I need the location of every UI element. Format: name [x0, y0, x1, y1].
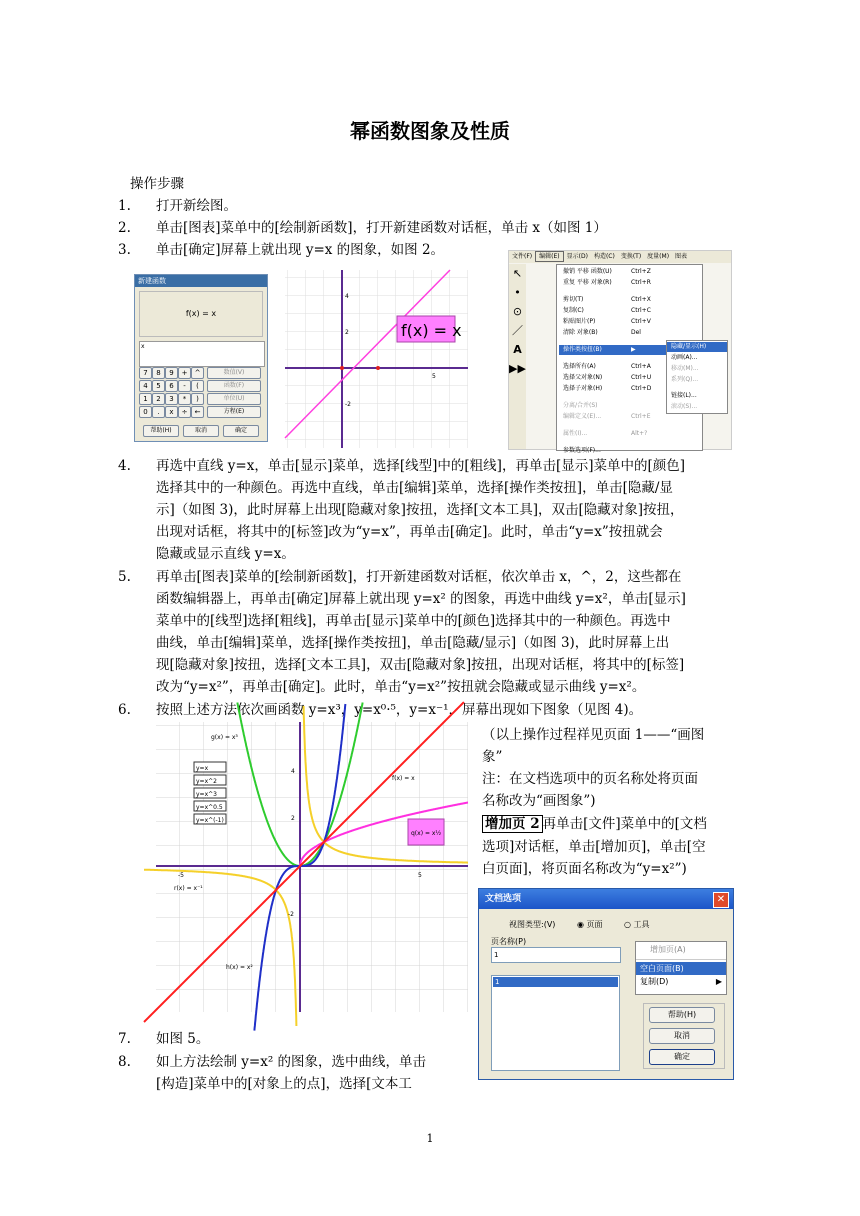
edit-menu-screenshot: [508, 250, 732, 454]
key-button[interactable]: -: [178, 380, 191, 392]
key-button[interactable]: 9: [165, 367, 178, 379]
step-number: 3.: [118, 242, 131, 258]
step-text: 出现对话框，将其中的[标签]改为“y=x”，再单击[确定]。此时，单击“y=x”按扭就会: [156, 524, 663, 540]
menu-item-shortcut: Ctrl+D: [631, 385, 652, 392]
step-text: 隐藏或显示直线 y=x。: [156, 546, 295, 562]
menu-item-label: 选择所有(A): [563, 363, 596, 370]
step-number: 1.: [118, 198, 131, 214]
step-text: 如上方法绘制 y=x² 的图象，选中曲线，单击: [156, 1054, 427, 1070]
menu-item-label: 编辑定义(E)...: [563, 413, 602, 420]
page-title: 幂函数图象及性质: [350, 119, 510, 143]
menu-item-shortcut: Ctrl+X: [631, 296, 651, 303]
submenu-item[interactable]: 链接(L)...: [671, 392, 697, 399]
menu-item[interactable]: [559, 267, 698, 277]
step-number: 7.: [118, 1031, 131, 1047]
point-tool-icon[interactable]: •: [514, 286, 521, 299]
key-button[interactable]: 2: [152, 393, 165, 405]
toggle-button-label: y=x^2: [196, 778, 217, 785]
key-button[interactable]: x: [165, 406, 178, 418]
step-text: 曲线，单击[编辑]菜单，选择[操作类按扭]，单击[隐藏/显示]（如图 3)，此时屏幕上出: [156, 635, 670, 651]
menu-bar: [509, 251, 731, 263]
cancel-button[interactable]: 取消: [649, 1028, 715, 1044]
submenu-item[interactable]: 滚动(S)...: [671, 403, 698, 410]
toolbox: [509, 264, 526, 449]
line-tool-icon[interactable]: ／: [512, 324, 523, 337]
blank-page-item[interactable]: 空白页面(B): [636, 962, 726, 975]
key-button[interactable]: 4: [139, 380, 152, 392]
step-text: 现[隐藏对象]按扭，选择[文本工具]，双击[隐藏对象]按扭，出现对话框，将其中的[标签]: [156, 657, 685, 673]
menu-item-label: 复制(C): [563, 307, 584, 314]
step-text: 函数编辑器上，再单击[确定]屏幕上就出现 y=x² 的图象，再选中曲线 y=x²，单击[显示]: [156, 591, 686, 607]
step-number: 6.: [118, 702, 131, 718]
radio-page[interactable]: ◉ 页面: [577, 920, 603, 929]
dialog-title: 新建函数: [135, 275, 267, 287]
radio-page-label: 页面: [586, 920, 603, 929]
menu-item[interactable]: [559, 328, 698, 338]
note-line: 选项]对话框，单击[增加页]，单击[空: [482, 839, 706, 855]
view-type-label: 视图类型:(V): [509, 920, 556, 929]
key-button[interactable]: 7: [139, 367, 152, 379]
key-button[interactable]: ÷: [178, 406, 191, 418]
note-line: 名称改为“画图象”): [482, 793, 596, 809]
menu-item-shortcut: Ctrl+V: [631, 318, 651, 325]
action-button-submenu: [666, 340, 728, 414]
menu-item-shortcut: Del: [631, 329, 641, 336]
keypad: [139, 367, 265, 419]
side-key-button[interactable]: 函数(F): [207, 380, 261, 392]
step-text: 打开新绘图。: [156, 198, 237, 214]
function-input[interactable]: x: [139, 341, 265, 367]
tick-y: -2: [345, 401, 351, 408]
note-line: 象”: [482, 749, 503, 765]
submenu-arrow-icon: ▶: [715, 977, 722, 986]
key-button[interactable]: *: [178, 393, 191, 405]
page-list[interactable]: [491, 975, 620, 1071]
step-text: 单击[图表]菜单中的[绘制新函数]，打开新建函数对话框，单击 x（如图 1）: [156, 220, 607, 236]
key-button[interactable]: 8: [152, 367, 165, 379]
key-button[interactable]: ←: [191, 406, 204, 418]
unit-point: [376, 366, 380, 370]
label-r: r(x) = x⁻¹: [174, 885, 203, 892]
submenu-item[interactable]: 隐藏/显示(H): [667, 342, 727, 352]
key-button[interactable]: +: [178, 367, 191, 379]
menubar-item[interactable]: 文件(F): [512, 253, 533, 260]
compass-tool-icon[interactable]: ⊙: [512, 305, 523, 318]
tick-x: 5: [432, 373, 436, 380]
ok-button[interactable]: 确定: [649, 1049, 715, 1065]
side-key-button[interactable]: 方程(E): [207, 406, 261, 418]
radio-tool-label: 工具: [633, 920, 650, 929]
menu-item[interactable]: [559, 317, 698, 327]
note-text: 再单击[文件]菜单中的[文档: [542, 816, 707, 832]
step-number: 2.: [118, 220, 131, 236]
step-text: 选择其中的一种颜色。再选中直线，单击[编辑]菜单，选择[操作类按扭]，单击[隐藏/显: [156, 480, 673, 496]
menu-item-shortcut: ▶: [631, 346, 636, 353]
menubar-item[interactable]: 度量(M): [647, 253, 670, 260]
menu-item-shortcut: Ctrl+A: [631, 363, 651, 370]
tick-y4: 4: [291, 768, 295, 775]
menu-item-label: 属性(I)...: [563, 430, 588, 437]
menu-item[interactable]: [559, 278, 698, 288]
ok-button[interactable]: 确定: [223, 425, 259, 437]
close-icon[interactable]: ✕: [713, 892, 729, 908]
menubar-item[interactable]: 构造(C): [593, 253, 615, 260]
tick-y2: 2: [291, 815, 295, 822]
note-line: [482, 813, 707, 835]
step-text: [构造]菜单中的[对象上的点]，选择[文本工: [156, 1076, 412, 1092]
step-text: 改为“y=x²”，再单击[确定]。此时，单击“y=x²”按扭就会隐藏或显示曲线 y=x²。: [156, 679, 646, 695]
menu-item-shortcut: Ctrl+E: [631, 413, 651, 420]
key-button[interactable]: 3: [165, 393, 178, 405]
radio-tool[interactable]: ○ 工具: [624, 920, 650, 929]
key-button[interactable]: 0: [139, 406, 152, 418]
step-text: 菜单中的[线型]选择[粗线]，再单击[显示]菜单中的[颜色]选择其中的一种颜色。再选中: [156, 613, 671, 629]
page-number: 1: [426, 1132, 434, 1145]
step-number: 5.: [118, 569, 131, 585]
copy-label: 复制(D): [640, 977, 669, 986]
cancel-button[interactable]: 取消: [183, 425, 219, 437]
submenu-item[interactable]: 系列(Q)...: [671, 376, 699, 383]
page-name-label: 页名称(P): [491, 937, 527, 946]
step-text: 再选中直线 y=x，单击[显示]菜单，选择[线型]中的[粗线]，再单击[显示]菜单中的[颜色]: [156, 458, 686, 474]
page-name-input[interactable]: 1: [491, 947, 621, 963]
new-function-dialog: [134, 274, 268, 442]
key-button[interactable]: 6: [165, 380, 178, 392]
note-line: 白页面]，将页面名称改为“y=x²”): [482, 861, 687, 877]
add-page-menu: [635, 941, 727, 995]
note-line: （以上操作过程祥见页面 1——“画图: [482, 727, 705, 743]
tick-ym2: -2: [288, 911, 294, 918]
toggle-button-label: y=x^3: [196, 791, 217, 798]
menu-item[interactable]: [559, 295, 698, 305]
menubar-item[interactable]: 图表: [675, 253, 688, 260]
power-functions-graph: [156, 722, 468, 1012]
step-text: 如图 5。: [156, 1031, 210, 1047]
menu-item-label: 粘贴图片(P): [563, 318, 596, 325]
menu-item-label: 选择父对象(N): [563, 374, 603, 381]
label-f: f(x) = x: [392, 775, 415, 782]
menubar-item[interactable]: 编辑(E): [535, 251, 563, 262]
menu-item[interactable]: [559, 429, 698, 439]
menu-item-label: 操作类按扭(B): [563, 346, 602, 353]
menu-item-label: 分离/合并(S): [563, 402, 598, 409]
toggle-button-label: y=x^(-1): [196, 817, 224, 824]
tick-y: 4: [345, 293, 349, 300]
submenu-item[interactable]: 动画(A)...: [671, 354, 698, 361]
step-number: 4.: [118, 458, 131, 474]
menu-item-shortcut: Ctrl+R: [631, 279, 651, 286]
side-key-button[interactable]: 单位(U): [207, 393, 261, 405]
key-button[interactable]: (: [191, 380, 204, 392]
menu-item-label: 重复 平移 对象(R): [563, 279, 612, 286]
label-q: q(x) = x½: [411, 830, 442, 837]
submenu-item[interactable]: 移动(M)...: [671, 365, 699, 372]
menu-item[interactable]: [559, 306, 698, 316]
step-text: 再单击[图表]菜单的[绘制新函数]，打开新建函数对话框，依次单击 x，^，2，这些都在: [156, 569, 682, 585]
menu-item-shortcut: Ctrl+U: [631, 374, 652, 381]
graph-y-equals-x: [285, 270, 468, 448]
toggle-button-label: y=x: [196, 765, 209, 772]
section-heading: 操作步骤: [130, 176, 184, 192]
arrow-tool-icon[interactable]: ↖: [512, 267, 523, 280]
menu-item-label: 清除 对象(B): [563, 329, 598, 336]
key-button[interactable]: ^: [191, 367, 204, 379]
menu-item-shortcut: Alt+?: [631, 430, 648, 437]
tick-xm5: -5: [178, 872, 184, 879]
menu-item-shortcut: Ctrl+Z: [631, 268, 651, 275]
step-text: 示]（如图 3)，此时屏幕上出现[隐藏对象]按扭，选择[文本工具]，双击[隐藏对象]按扭，: [156, 502, 684, 518]
label-g: g(x) = x³: [211, 734, 238, 741]
menu-item-label: 撤销 平移 函数(U): [563, 268, 612, 275]
key-button[interactable]: .: [152, 406, 165, 418]
menu-item-label: 剪切(T): [563, 296, 584, 303]
text-tool-icon[interactable]: A: [513, 343, 522, 356]
side-key-button[interactable]: 数值(V): [207, 367, 261, 379]
menu-item-label: 选择子对象(H): [563, 385, 603, 392]
key-button[interactable]: ): [191, 393, 204, 405]
tick-y: 2: [345, 329, 349, 336]
dialog-title: 文档选项: [479, 889, 733, 909]
help-button[interactable]: 帮助(H): [649, 1007, 715, 1023]
step-number: 8.: [118, 1054, 131, 1070]
document-options-dialog: [478, 888, 734, 1080]
toggle-button-label: y=x^0.5: [196, 804, 223, 811]
origin-point: [340, 366, 344, 370]
copy-item[interactable]: [636, 975, 726, 988]
menubar-item[interactable]: 显示(D): [566, 253, 588, 260]
menubar-item[interactable]: 变换(T): [620, 253, 642, 260]
key-button[interactable]: 5: [152, 380, 165, 392]
add-page-button[interactable]: 增加页(A): [650, 945, 686, 954]
menu-item-label: 参数选项(F)...: [563, 447, 601, 454]
label-h: h(x) = x²: [226, 964, 253, 971]
page-list-item[interactable]: 1: [493, 977, 618, 987]
tick-x5: 5: [418, 872, 422, 879]
function-label: f(x) = x: [401, 321, 462, 340]
note-line: 注：在文档选项中的页名称处将页面: [482, 771, 698, 787]
key-button[interactable]: 1: [139, 393, 152, 405]
step-text: 单击[确定]屏幕上就出现 y=x 的图象，如图 2。: [156, 242, 445, 258]
help-button[interactable]: 帮助(H): [143, 425, 179, 437]
menu-item-shortcut: Ctrl+C: [631, 307, 651, 314]
function-expression: f(x) = x: [139, 291, 263, 337]
add-page-label: 增加页 2: [482, 815, 543, 833]
step-text: 按照上述方法依次画函数 y=x³，y=x⁰·⁵，y=x⁻¹，屏幕出现如下图象（见图 4)。: [156, 702, 643, 718]
custom-tool-icon[interactable]: ▶▶: [509, 362, 526, 375]
